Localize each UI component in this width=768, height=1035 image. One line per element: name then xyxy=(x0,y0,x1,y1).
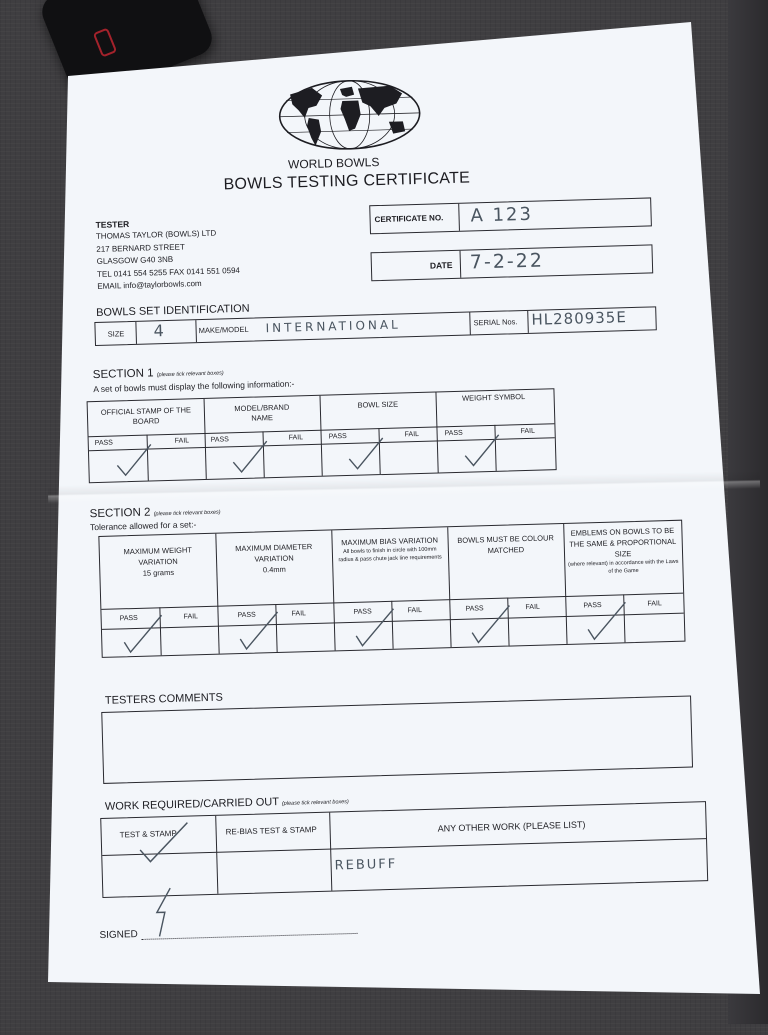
s2-sub-2: All bowls to finish in circle with 100mm radius & pass chute jack line requirements xyxy=(338,546,442,564)
work-note: (please tick relevant boxes) xyxy=(281,799,349,807)
size-value: 4 xyxy=(153,321,167,341)
s2-tick-0 xyxy=(119,613,165,656)
s2-tick-2 xyxy=(353,607,396,650)
tester-line: THOMAS TAYLOR (BOWLS) LTD xyxy=(95,228,217,241)
s2-header-3: BOWLS MUST BE COLOUR MATCHED xyxy=(457,533,554,556)
comments-heading: TESTERS COMMENTS xyxy=(104,691,224,707)
s2-cell-2 xyxy=(335,535,444,564)
certificate-number-label: CERTIFICATE NO. xyxy=(374,213,444,225)
section1-table xyxy=(87,388,557,483)
s2-fail-2: FAIL xyxy=(407,606,423,615)
org-name: WORLD BOWLS xyxy=(287,154,380,172)
comments-box xyxy=(101,695,693,783)
other-work-value: REBUFF xyxy=(334,856,398,874)
serial-label: SERIAL Nos. xyxy=(473,317,518,328)
make-label: MAKE/MODEL xyxy=(198,324,249,336)
s2-tick-3 xyxy=(469,603,512,646)
s1-pass-1: PASS xyxy=(210,436,229,444)
section2-note: (please tick relevant boxes) xyxy=(153,509,221,518)
handwritten-signature xyxy=(150,886,182,942)
date-field xyxy=(371,244,654,281)
world-globe-icon xyxy=(278,77,422,153)
page-title: BOWLS TESTING CERTIFICATE xyxy=(223,169,471,194)
s2-fail-4: FAIL xyxy=(647,600,662,608)
work-col-test-stamp: TEST & STAMP xyxy=(119,828,177,840)
s1-header-3: WEIGHT SYMBOL xyxy=(461,392,526,403)
s2-header-4: EMBLEMS ON BOWLS TO BE THE SAME & PROPORTIONAL SIZE xyxy=(569,525,677,559)
work-tick xyxy=(137,821,190,866)
s2-cell-3 xyxy=(451,532,560,557)
s2-sub-4: (where relevant) in accordance with the Laws of the Game xyxy=(568,558,679,575)
tester-line: TEL 0141 554 5255 FAX 0141 551 0594 xyxy=(96,265,241,279)
tester-heading: TESTER xyxy=(95,219,130,230)
section1-subtitle: A set of bowls must display the following information:- xyxy=(93,378,295,395)
tester-line: EMAIL info@taylorbowls.com xyxy=(97,279,202,291)
s1-header-1: MODEL/BRAND NAME xyxy=(234,402,290,423)
s2-cell-4 xyxy=(565,525,680,577)
s1-tick-0 xyxy=(115,440,156,481)
tester-address xyxy=(96,227,241,293)
s2-pass-3: PASS xyxy=(465,605,484,613)
serial-value: HL280935E xyxy=(531,308,628,329)
s1-header-0: OFFICIAL STAMP OF THE BOARD xyxy=(100,405,192,426)
s1-tick-1 xyxy=(231,437,272,478)
section1-title-text: SECTION 1 xyxy=(92,367,154,382)
s1-tick-3 xyxy=(463,431,504,472)
tester-line: 217 BERNARD STREET xyxy=(96,241,185,254)
s2-sub-1: 0.4mm xyxy=(262,564,286,575)
s2-sub-0: 15 grams xyxy=(142,567,175,578)
s1-fail-0: FAIL xyxy=(174,437,190,445)
s1-fail-2: FAIL xyxy=(404,430,420,439)
work-table xyxy=(100,801,708,898)
signed-label: SIGNED xyxy=(99,929,138,942)
s2-cell-0 xyxy=(104,544,213,580)
s2-fail-0: FAIL xyxy=(183,613,199,621)
work-heading xyxy=(105,794,349,813)
s1-pass-0: PASS xyxy=(94,439,113,448)
work-heading-text: WORK REQUIRED/CARRIED OUT xyxy=(104,796,279,813)
certificate-number-value: A 123 xyxy=(470,203,534,227)
section1-note: (please tick relevant boxes) xyxy=(156,370,224,379)
s2-pass-1: PASS xyxy=(237,611,256,620)
s1-pass-3: PASS xyxy=(444,429,463,438)
make-value: INTERNATIONAL xyxy=(265,317,401,336)
section1-title xyxy=(93,365,224,381)
s1-tick-2 xyxy=(347,434,388,475)
s1-fail-3: FAIL xyxy=(520,427,536,436)
s2-pass-2: PASS xyxy=(353,608,372,616)
s1-header-2: BOWL SIZE xyxy=(357,399,399,410)
section2-subtitle: Tolerance allowed for a set:- xyxy=(89,519,197,533)
s2-tick-1 xyxy=(237,610,280,653)
size-label: SIZE xyxy=(107,329,125,339)
section2-table xyxy=(98,520,685,658)
s2-header-0: MAXIMUM WEIGHT VARIATION xyxy=(123,545,193,567)
s2-pass-4: PASS xyxy=(583,601,602,610)
section2-title xyxy=(90,505,221,521)
certificate-number-field xyxy=(369,197,652,234)
s2-fail-1: FAIL xyxy=(291,610,307,618)
s2-header-1: MAXIMUM DIAMETER VARIATION xyxy=(235,542,313,564)
section2-title-text: SECTION 2 xyxy=(89,506,151,521)
work-col-other: ANY OTHER WORK (PLEASE LIST) xyxy=(437,819,586,834)
s1-fail-1: FAIL xyxy=(288,434,304,442)
work-col-rebias: RE-BIAS TEST & STAMP xyxy=(225,825,317,837)
date-label: DATE xyxy=(429,259,453,271)
s2-pass-0: PASS xyxy=(119,614,138,623)
date-value: 7-2-22 xyxy=(469,249,545,274)
s1-pass-2: PASS xyxy=(328,433,347,441)
s2-cell-1 xyxy=(220,541,329,577)
set-id-heading: BOWLS SET IDENTIFICATION xyxy=(95,302,250,319)
s2-tick-4 xyxy=(585,600,628,643)
tester-line: GLASGOW G40 3NB xyxy=(96,254,174,266)
s2-fail-3: FAIL xyxy=(525,603,540,612)
s2-header-2: MAXIMUM BIAS VARIATION xyxy=(341,535,439,548)
